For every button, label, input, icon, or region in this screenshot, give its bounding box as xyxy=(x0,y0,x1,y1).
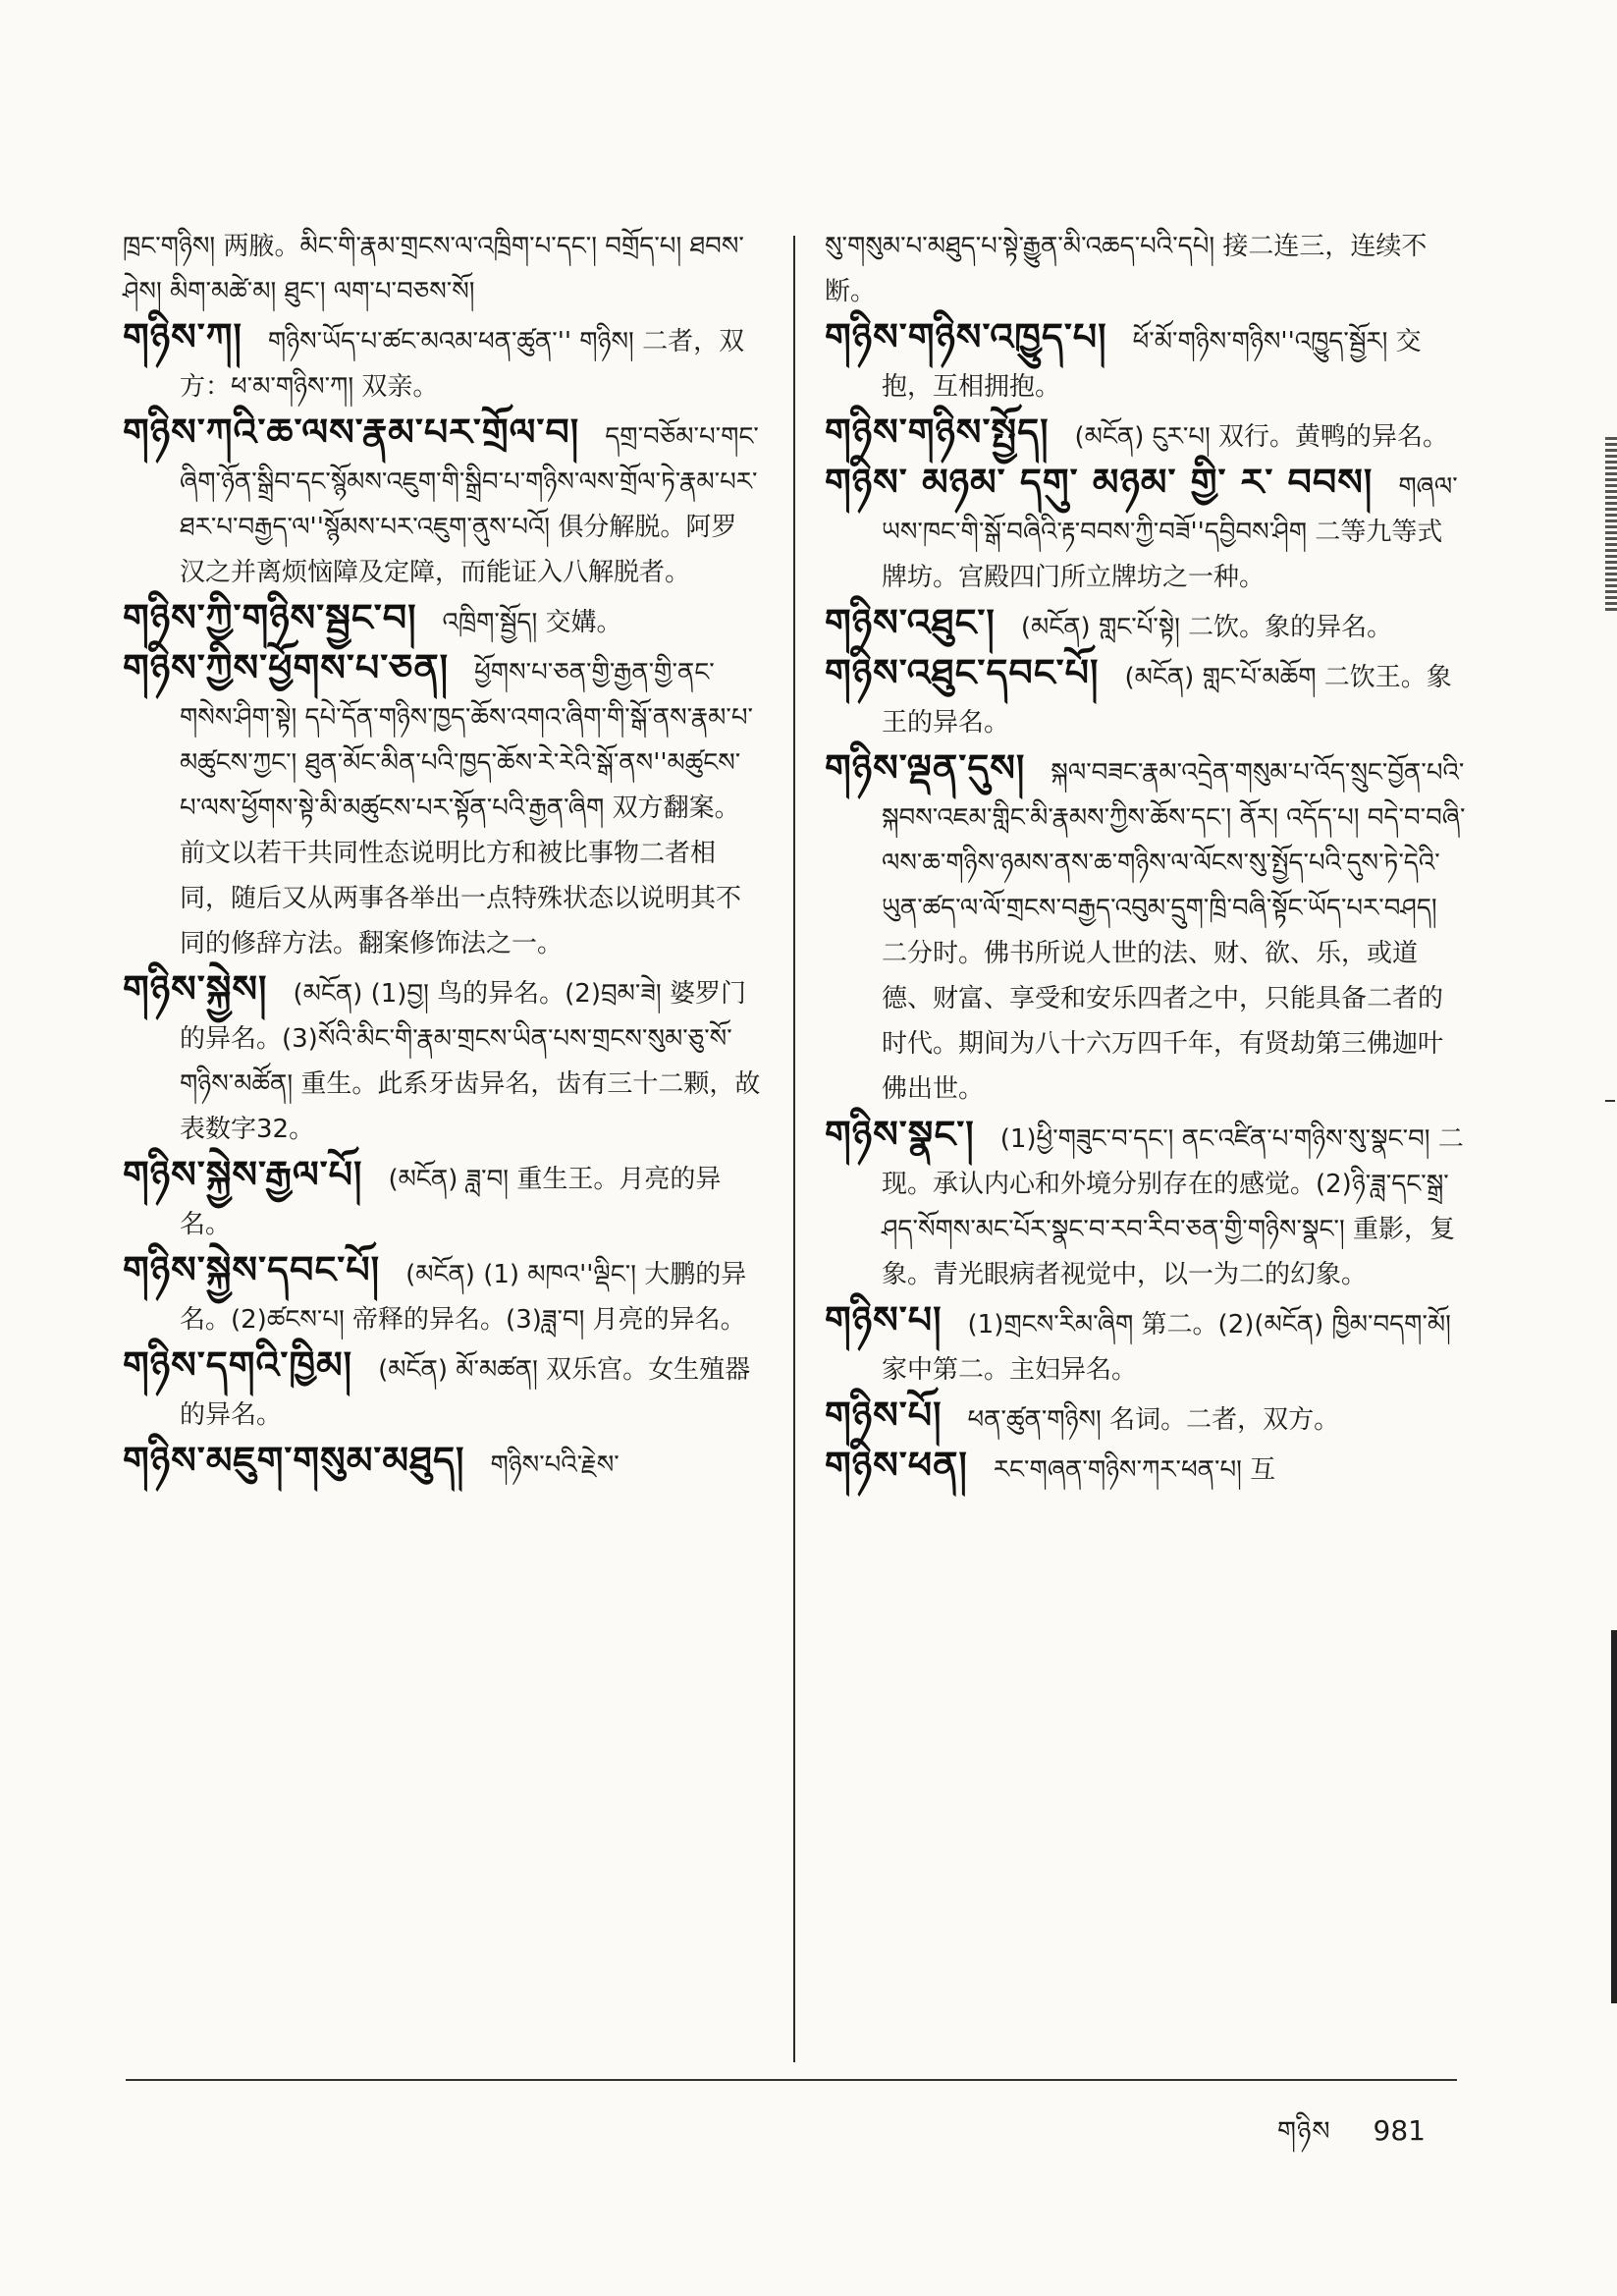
entry-definition: ཕན་ཚུན་གཉིས། 名词。二者，双方。 xyxy=(967,1405,1340,1435)
entry-definition: (མངོན) ཟླ་བ། 重生王。月亮的异名。 xyxy=(180,1165,722,1239)
entry-headword: གཉིས་སྐྱེས་རྒྱལ་པོ། xyxy=(123,1153,363,1196)
footer-rule xyxy=(126,2079,1457,2081)
page-footer xyxy=(1244,2102,1426,2176)
entry-definition: (མངོན) གླང་པོ་སྟེ། 二饮。象的异名。 xyxy=(1020,613,1393,642)
running-head: གཉིས xyxy=(1276,2116,1331,2147)
entry-headword: གཉིས་གཉིས་སྤྱོད། xyxy=(825,410,1050,454)
entry-definition: (མངོན) མོ་མཚན། 双乐宫。女生殖器的异名。 xyxy=(180,1355,751,1430)
entry-definition: (མངོན) ངུར་པ། 双行。黄鸭的异名。 xyxy=(1074,422,1449,452)
entry-definition: གཉིས་པའི་རྗེས་ xyxy=(490,1450,620,1480)
dictionary-entry xyxy=(123,224,761,314)
entry-definition: གཉིས་ཡོད་པ་ཚང་མའམ་ཕན་ཚུན་'' གཉིས། 二者，双方：ཕ་མ་གཉིས་ཀ། 双亲。 xyxy=(180,327,745,402)
entry-definition: (1)གྲངས་རིམ་ཞིག 第二。(2)(མངོན) ཁྱིམ་བདག་མོ། 家中第二。主妇异名。 xyxy=(882,1310,1451,1385)
dictionary-entry xyxy=(123,966,761,1152)
dictionary-entry xyxy=(123,1438,761,1488)
dictionary-entry xyxy=(825,1443,1468,1493)
dictionary-entry xyxy=(825,650,1468,745)
dictionary-entry xyxy=(123,645,761,966)
entry-headword: གཉིས་མཇུག་གསུམ་མཐུད། xyxy=(123,1439,465,1482)
entry-definition: འཁྲིག་སྦྱོད། 交媾。 xyxy=(442,608,622,637)
entry-definition: ཕོ་མོ་གཉིས་གཉིས''འཁྱུད་སྦྱོར། 交抱，互相拥抱。 xyxy=(882,327,1422,402)
entry-headword: གཉིས་པོ། xyxy=(825,1394,943,1437)
dictionary-entry xyxy=(825,1393,1468,1443)
entry-headword: གཉིས་ཀྱིས་ཕྱོགས་པ་ཅན། xyxy=(123,646,450,689)
entry-headword: གཉིས་པ། xyxy=(825,1298,943,1341)
entry-headword: གཉིས་སྐྱེས། xyxy=(123,967,268,1011)
entry-definition: གཞལ་ཡས་ཁང་གི་སྒོ་བཞིའི་རྟ་བབས་ཀྱི་བཟོ''དབྱིབས་ཤིག 二等九等式牌坊。宫殿四门所立牌坊之一种。 xyxy=(882,472,1458,592)
entry-definition: སུ་གསུམ་པ་མཐུད་པ་སྟེ་རྒྱུན་མི་འཆད་པའི་དཔེ། 接二连三，连续不断。 xyxy=(825,232,1428,306)
dictionary-entry xyxy=(825,745,1468,1112)
entry-headword: གཉིས་དགའི་ཁྱིམ། xyxy=(123,1343,353,1387)
entry-definition: དགྲ་བཅོམ་པ་གང་ཞིག་ཉོན་སྒྲིབ་དང་སྙོམས་འཇུག་གི་སྒྲིབ་པ་གཉིས་ལས་གྲོལ་ཏེ་རྣམ་པར་ཐར་པ་བརྒྱད་ལ''སྙོམས་པར་འཇུག་ནུས་པའོ། 俱分解脱。阿罗汉之并离烦恼障及定障，而能证入八解脱者。 xyxy=(180,422,759,587)
entry-headword: གཉིས་ མཉམ་ དགུ་ མཉམ་ གྱི་ ར་ བབས། xyxy=(825,461,1374,504)
entry-definition: ཕྱོགས་པ་ཅན་གྱི་རྒྱན་གྱི་ནང་གསེས་ཤིག་སྟེ། དཔེ་དོན་གཉིས་ཁྱད་ཆོས་འགའ་ཞིག་གི་སྒོ་ནས་རྣམ་པ་མཚུངས་ཀྱང་། ཐུན་མོང་མིན་པའི་ཁྱད་ཆོས་རེ་རེའི་སྒོ་ནས''མཚུངས་པ་ལས་ཕྱོགས་སྟེ་མི་མཚུངས་པར་སྟོན་པའི་རྒྱན་ཞིག 双方翻案。前文以若干共同性态说明比方和被比事物二者相同，随后又从两事各举出一点特殊状态以说明其不同的修辞方法。翻案修饰法之一。 xyxy=(180,658,753,958)
entry-definition: (1)ཕྱི་གཟུང་བ་དང་། ནང་འཛིན་པ་གཉིས་སུ་སྣང་བ། 二现。承认内心和外境分别存在的感觉。(2)ཉི་ཟླ་དང་སྒྲ་ཤད་སོགས་མང་པོར་སྣང་བ་རབ་རིབ་ཅན་གྱི་གཉིས་སྣང་། 重影，复象。青光眼病者视觉中，以一为二的幻象。 xyxy=(882,1124,1464,1289)
page-number: 981 xyxy=(1373,2114,1426,2147)
entry-definition: (མངོན) (1) མཁའ''ལྡིང་། 大鹏的异名。(2)ཚངས་པ། 帝释的异名。(3)ཟླ་བ། 月亮的异名。 xyxy=(180,1260,747,1335)
entry-definition: སྐལ་བཟང་རྣམ་འདྲེན་གསུམ་པ་འོད་སྲུང་བྱོན་པའི་སྐབས་འཇམ་གླིང་མི་རྣམས་ཀྱིས་ཆོས་དང་། ནོར། འདོད་པ། བདེ་བ་བཞི་ལས་ཆ་གཉིས་ཉམས་ནས་ཆ་གཉིས་ལ་ལོངས་སུ་སྤྱོད་པའི་དུས་ཏེ་དེའི་ཡུན་ཚད་ལ་ལོ་གྲངས་བརྒྱད་འབུམ་དྲུག་ཁྲི་བཞི་སྟོང་ཡོད་པར་བཤད། 二分时。佛书所说人世的法、财、欲、乐，或道德、财富、享受和安乐四者之中，只能具备二者的时代。期间为八十六万四千年，有贤劫第三佛迦叶佛出世。 xyxy=(882,758,1466,1104)
entry-headword: གཉིས་སྐྱེས་དབང་པོ། xyxy=(123,1248,381,1291)
entry-definition: (མངོན) (1)བྱ། 鸟的异名。(2)བྲམ་ཟེ། 婆罗门的异名。(3)སོའི་མིང་གི་རྣམ་གྲངས་ཡིན་པས་གྲངས་སུམ་ཅུ་སོ་གཉིས་མཚོན། 重生。此系牙齿异名，齿有三十二颗，故表数字32。 xyxy=(180,979,761,1144)
dictionary-entry xyxy=(123,410,761,595)
dictionary-entry xyxy=(825,460,1468,600)
dictionary-entry xyxy=(123,1247,761,1342)
entry-headword: གཉིས་གཉིས་འཁྱུད་པ། xyxy=(825,315,1107,358)
right-column xyxy=(825,224,1468,1493)
entry-headword: གཉིས་ཀའི་ཆ་ལས་རྣམ་པར་གྲོལ་བ། xyxy=(123,410,580,454)
dictionary-entry xyxy=(123,314,761,410)
dictionary-entry xyxy=(825,600,1468,650)
entry-headword: གཉིས་ཀ། xyxy=(123,315,243,358)
entry-headword: གཉིས་ཀྱི་གཉིས་སྦྱང་བ། xyxy=(123,596,417,639)
dictionary-entry xyxy=(123,1342,761,1438)
entry-definition: རང་གཞན་གཉིས་ཀར་ཕན་པ། 互 xyxy=(993,1455,1276,1485)
left-column xyxy=(123,224,761,1488)
entry-headword: གཉིས་ལྡན་དུས། xyxy=(825,746,1026,790)
scan-margin-marks xyxy=(1603,59,1617,2121)
dictionary-entry xyxy=(825,1297,1468,1393)
dictionary-entry xyxy=(123,1152,761,1247)
dictionary-entry xyxy=(825,410,1468,460)
dictionary-entry xyxy=(825,1112,1468,1297)
entry-headword: གཉིས་འཐུང་དབང་པོ། xyxy=(825,651,1100,694)
dictionary-entry xyxy=(825,224,1468,314)
entry-definition: (མངོན) གླང་པོ་མཆོག 二饮王。象王的异名。 xyxy=(882,663,1452,738)
entry-headword: གཉིས་འཐུང་། xyxy=(825,601,996,644)
dictionary-entry xyxy=(123,595,761,645)
entry-definition: ཁྲང་གཉིས། 两腋。མིང་གི་རྣམ་གྲངས་ལ་འཁྲིག་པ་དང་། བགྲོད་པ། ཐབས་ཤེས། མིག་མཚེ་མ། ཐུང་། ལག་པ་བཅས་སོ། xyxy=(123,232,744,306)
entry-headword: གཉིས་ཕན། xyxy=(825,1444,968,1487)
entry-headword: གཉིས་སྣང་། xyxy=(825,1113,975,1156)
column-divider xyxy=(793,236,795,2062)
dictionary-entry xyxy=(825,314,1468,410)
